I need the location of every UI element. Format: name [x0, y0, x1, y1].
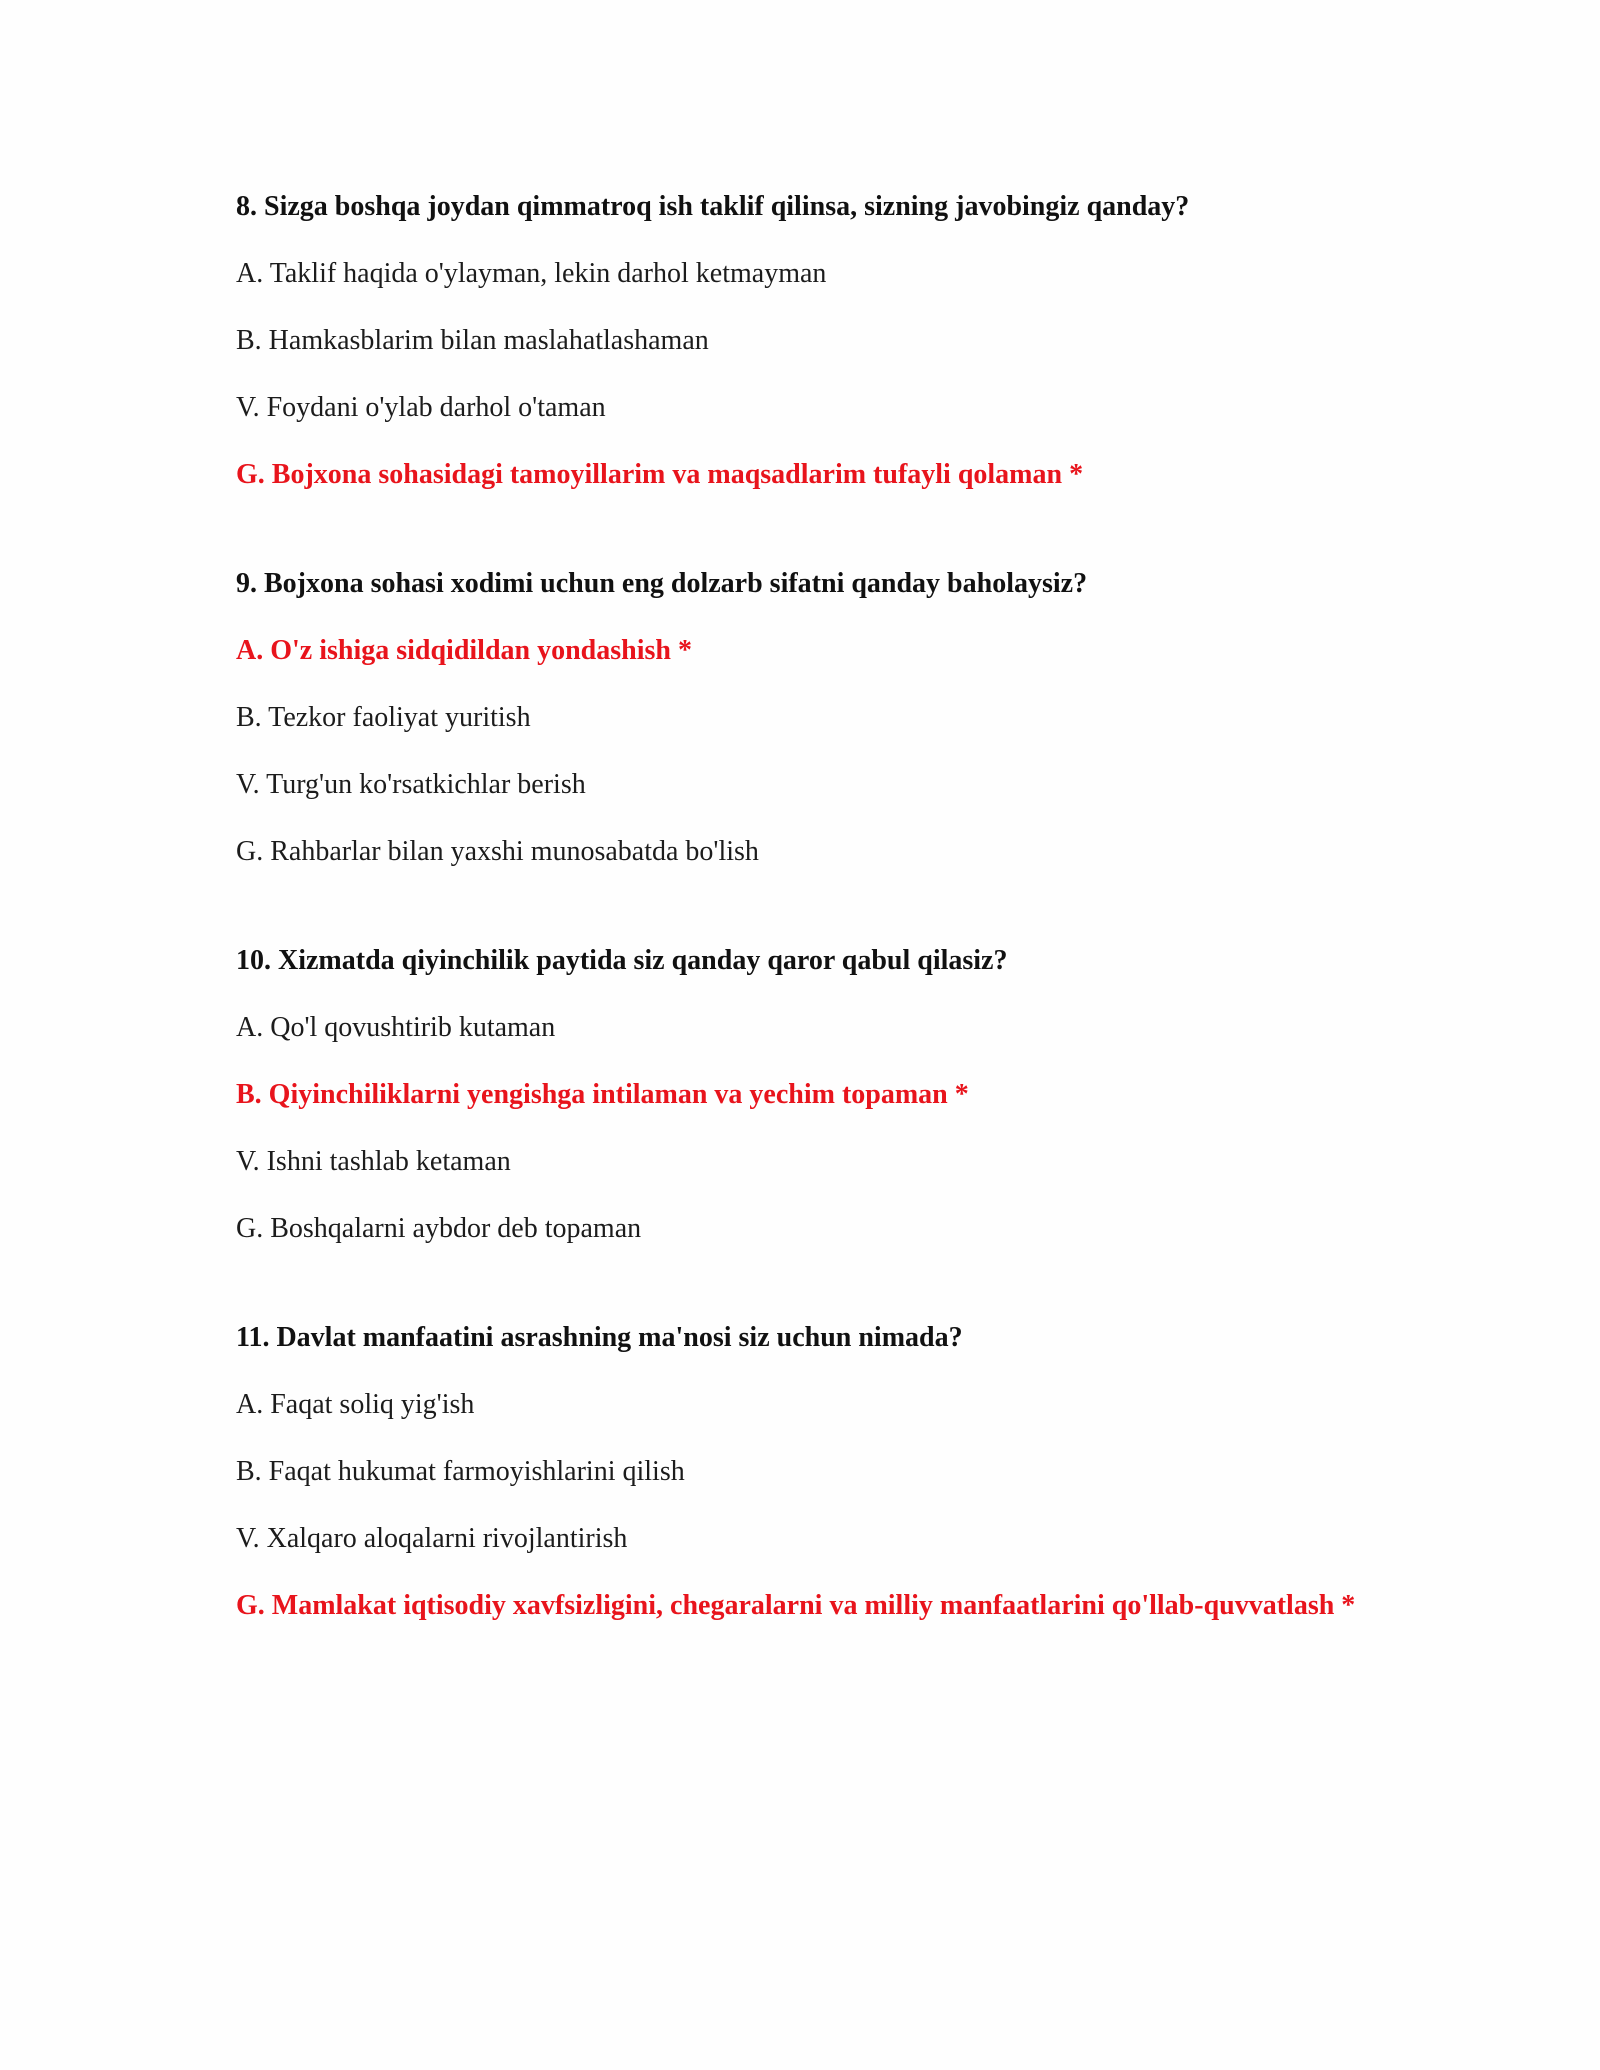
answer-option: B. Faqat hukumat farmoyishlarini qilish — [236, 1456, 685, 1487]
answer-option: G. Rahbarlar bilan yaxshi munosabatda bo'lish — [236, 836, 759, 867]
question-block-11 — [236, 1317, 1366, 1627]
question-title: 9. Bojxona sohasi xodimi uchun eng dolzarb sifatni qanday baholaysiz? — [236, 568, 1088, 599]
answer-option: A. Faqat soliq yig'ish — [236, 1389, 475, 1420]
answer-option: A. Taklif haqida o'ylayman, lekin darhol ketmayman — [236, 258, 827, 289]
answer-option: V. Foydani o'ylab darhol o'taman — [236, 392, 606, 423]
answer-option: V. Ishni tashlab ketaman — [236, 1146, 511, 1177]
correct-answer-option: G. Mamlakat iqtisodiy xavfsizligini, chegaralarni va milliy manfaatlarini qo'llab-quvvatlash * — [236, 1590, 1356, 1621]
correct-answer-option: A. O'z ishiga sidqidildan yondashish * — [236, 635, 692, 666]
question-block-10 — [236, 940, 1366, 1250]
question-block-9 — [236, 563, 1366, 873]
question-title: 8. Sizga boshqa joydan qimmatroq ish taklif qilinsa, sizning javobingiz qanday? — [236, 191, 1190, 222]
question-title: 10. Xizmatda qiyinchilik paytida siz qanday qaror qabul qilasiz? — [236, 945, 1008, 976]
answer-option: A. Qo'l qovushtirib kutaman — [236, 1012, 556, 1043]
correct-answer-option: G. Bojxona sohasidagi tamoyillarim va maqsadlarim tufayli qolaman * — [236, 459, 1084, 490]
question-title: 11. Davlat manfaatini asrashning ma'nosi siz uchun nimada? — [236, 1322, 963, 1353]
question-block-8 — [236, 186, 1366, 496]
answer-option: B. Tezkor faoliyat yuritish — [236, 702, 531, 733]
correct-answer-option: B. Qiyinchiliklarni yengishga intilaman va yechim topaman * — [236, 1079, 969, 1110]
quiz-content — [236, 186, 1366, 1694]
answer-option: V. Turg'un ko'rsatkichlar berish — [236, 769, 586, 800]
answer-option: B. Hamkasblarim bilan maslahatlashaman — [236, 325, 709, 356]
answer-option: G. Boshqalarni aybdor deb topaman — [236, 1213, 642, 1244]
answer-option: V. Xalqaro aloqalarni rivojlantirish — [236, 1523, 628, 1554]
